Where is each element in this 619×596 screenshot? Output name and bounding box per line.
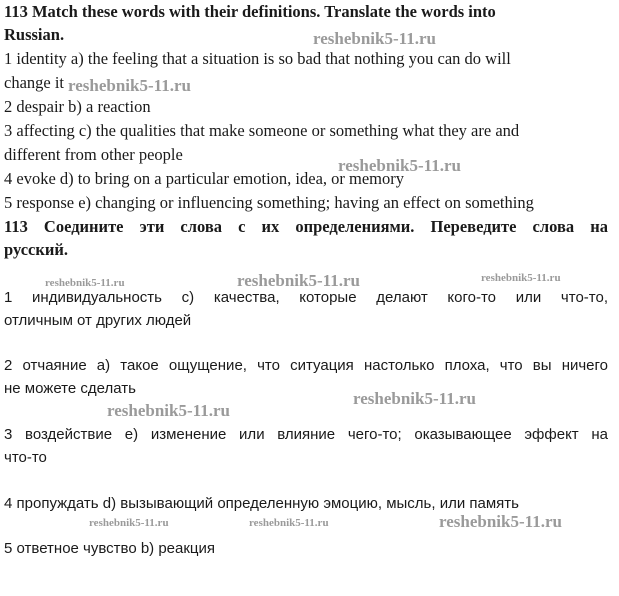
russian-item-3-line-1: 3 воздействие e) изменение или влияние чего-то; оказывающее эффект на xyxy=(4,426,608,443)
russian-heading-line-2: русский. xyxy=(4,240,68,259)
watermark: reshebnik5-11.ru xyxy=(45,277,125,289)
russian-item-3-line-2: что-то xyxy=(4,449,47,466)
watermark: reshebnik5-11.ru xyxy=(249,517,329,529)
russian-item-4: 4 пропуждать d) вызывающий определенную эмоцию, мысль, или память xyxy=(4,495,519,512)
watermark: reshebnik5-11.ru xyxy=(353,389,476,408)
english-item-4: 4 evoke d) to bring on a particular emotion, idea, or memory xyxy=(4,169,405,188)
english-item-1-line-1: 1 identity a) the feeling that a situation is so bad that nothing you can do will xyxy=(4,49,511,68)
watermark: reshebnik5-11.ru xyxy=(237,271,360,290)
russian-item-1-line-1: 1 индивидуальность c) качества, которые делают кого-то или что-то, xyxy=(4,289,608,306)
english-item-1-line-2: change it xyxy=(4,73,65,92)
russian-item-1-line-2: отличным от других людей xyxy=(4,312,192,329)
english-item-5: 5 response e) changing or influencing something; having an effect on something xyxy=(4,193,534,212)
russian-item-5: 5 ответное чувство b) реакция xyxy=(4,540,216,557)
russian-item-2-line-1: 2 отчаяние a) такое ощущение, что ситуация настолько плоха, что вы ничего xyxy=(4,357,608,374)
english-item-3-line-2: different from other people xyxy=(4,145,183,164)
watermark: reshebnik5-11.ru xyxy=(89,517,169,529)
english-item-3-line-1: 3 affecting c) the qualities that make someone or something what they are and xyxy=(4,121,520,140)
watermark: reshebnik5-11.ru xyxy=(338,156,461,175)
watermark: reshebnik5-11.ru xyxy=(313,29,436,48)
watermark: reshebnik5-11.ru xyxy=(107,401,230,420)
watermark: reshebnik5-11.ru xyxy=(439,512,562,531)
english-item-2: 2 despair b) a reaction xyxy=(4,97,151,116)
watermark: reshebnik5-11.ru xyxy=(481,272,561,284)
russian-item-2-line-2: не можете сделать xyxy=(4,380,136,397)
russian-heading-line-1: 113 Соедините эти слова с их определениями. Переведите слова на xyxy=(4,217,608,236)
watermark: reshebnik5-11.ru xyxy=(68,76,191,95)
english-heading-line-2: Russian. xyxy=(4,25,65,44)
english-heading-line-1: 113 Match these words with their definitions. Translate the words into xyxy=(4,2,496,21)
